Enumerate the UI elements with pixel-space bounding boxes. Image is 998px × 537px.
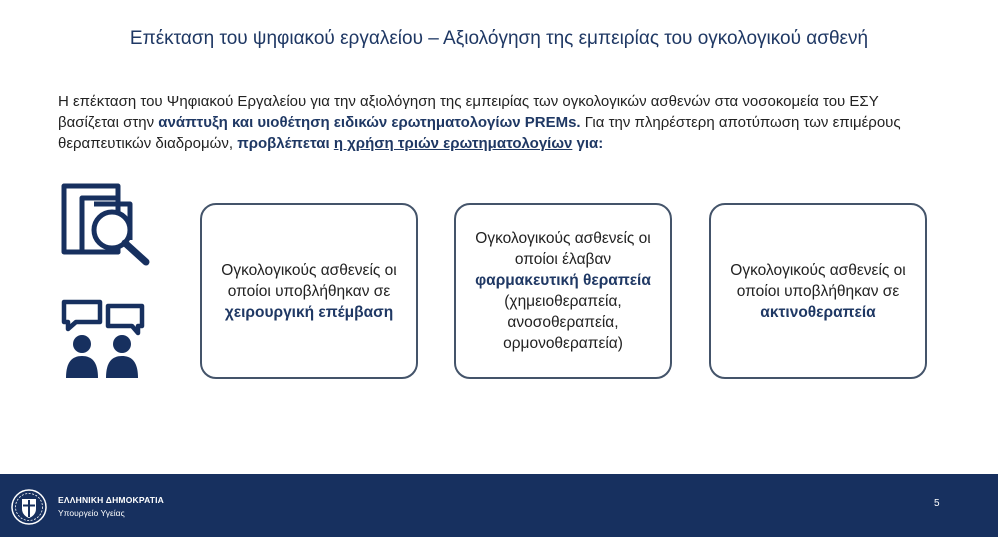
greek-coat-of-arms-icon xyxy=(10,488,48,526)
org-name: ΕΛΛΗΝΙΚΗ ΔΗΜΟΚΡΑΤΙΑ xyxy=(58,495,165,505)
people-discussion-icon xyxy=(60,296,146,382)
card-drug-therapy-post: (χημειοθεραπεία, ανοσοθεραπεία, ορμονοθεραπεία) xyxy=(503,293,623,352)
card-surgery xyxy=(200,203,418,379)
intro-text-2: Για την πληρέστερη αποτύπωση των επιμέρους θεραπευτικών διαδρομών, xyxy=(58,114,901,152)
page-number: 5 xyxy=(934,498,940,509)
page-title: Επέκταση του ψηφιακού εργαλείου – Αξιολόγηση της εμπειρίας του ογκολογικού ασθενή xyxy=(129,28,869,49)
card-radiotherapy xyxy=(709,203,927,379)
card-surgery-text xyxy=(216,260,402,323)
ministry-name: Υπουργείο Υγείας xyxy=(58,508,125,518)
card-drug-therapy-bold: φαρμακευτική θεραπεία xyxy=(475,272,651,289)
footer-bar xyxy=(0,474,998,537)
intro-underlined: η χρήση τριών ερωτηματολογίων xyxy=(333,135,573,152)
intro-bold-3: για: xyxy=(572,135,604,152)
card-drug-therapy-pre: Ογκολογικούς ασθενείς οι οποίοι έλαβαν xyxy=(475,230,651,268)
card-drug-therapy xyxy=(454,203,672,379)
intro-bold-2-text: προβλέπεται xyxy=(237,135,334,152)
card-drug-therapy-text xyxy=(470,228,656,354)
intro-bold-1: ανάπτυξη και υιοθέτηση ειδικών ερωτηματολογίων PREMs. xyxy=(158,114,581,131)
card-surgery-bold: χειρουργική επέμβαση xyxy=(224,303,394,321)
card-radiotherapy-text xyxy=(725,260,911,323)
card-radiotherapy-pre: Ογκολογικούς ασθενείς οι οποίοι υποβλήθηκαν σε xyxy=(730,261,906,300)
card-radiotherapy-bold: ακτινοθεραπεία xyxy=(760,303,876,321)
card-surgery-pre: Ογκολογικούς ασθενείς οι οποίοι υποβλήθηκαν σε xyxy=(221,261,397,300)
intro-bold-2 xyxy=(237,135,603,152)
intro-paragraph xyxy=(58,91,938,154)
document-search-icon xyxy=(60,182,154,268)
intro-text-1: Η επέκταση του Ψηφιακού Εργαλείου για την αξιολόγηση της εμπειρίας των ογκολογικών ασθενών στα νοσοκομεία του ΕΣΥ βασίζεται στην xyxy=(58,93,879,131)
